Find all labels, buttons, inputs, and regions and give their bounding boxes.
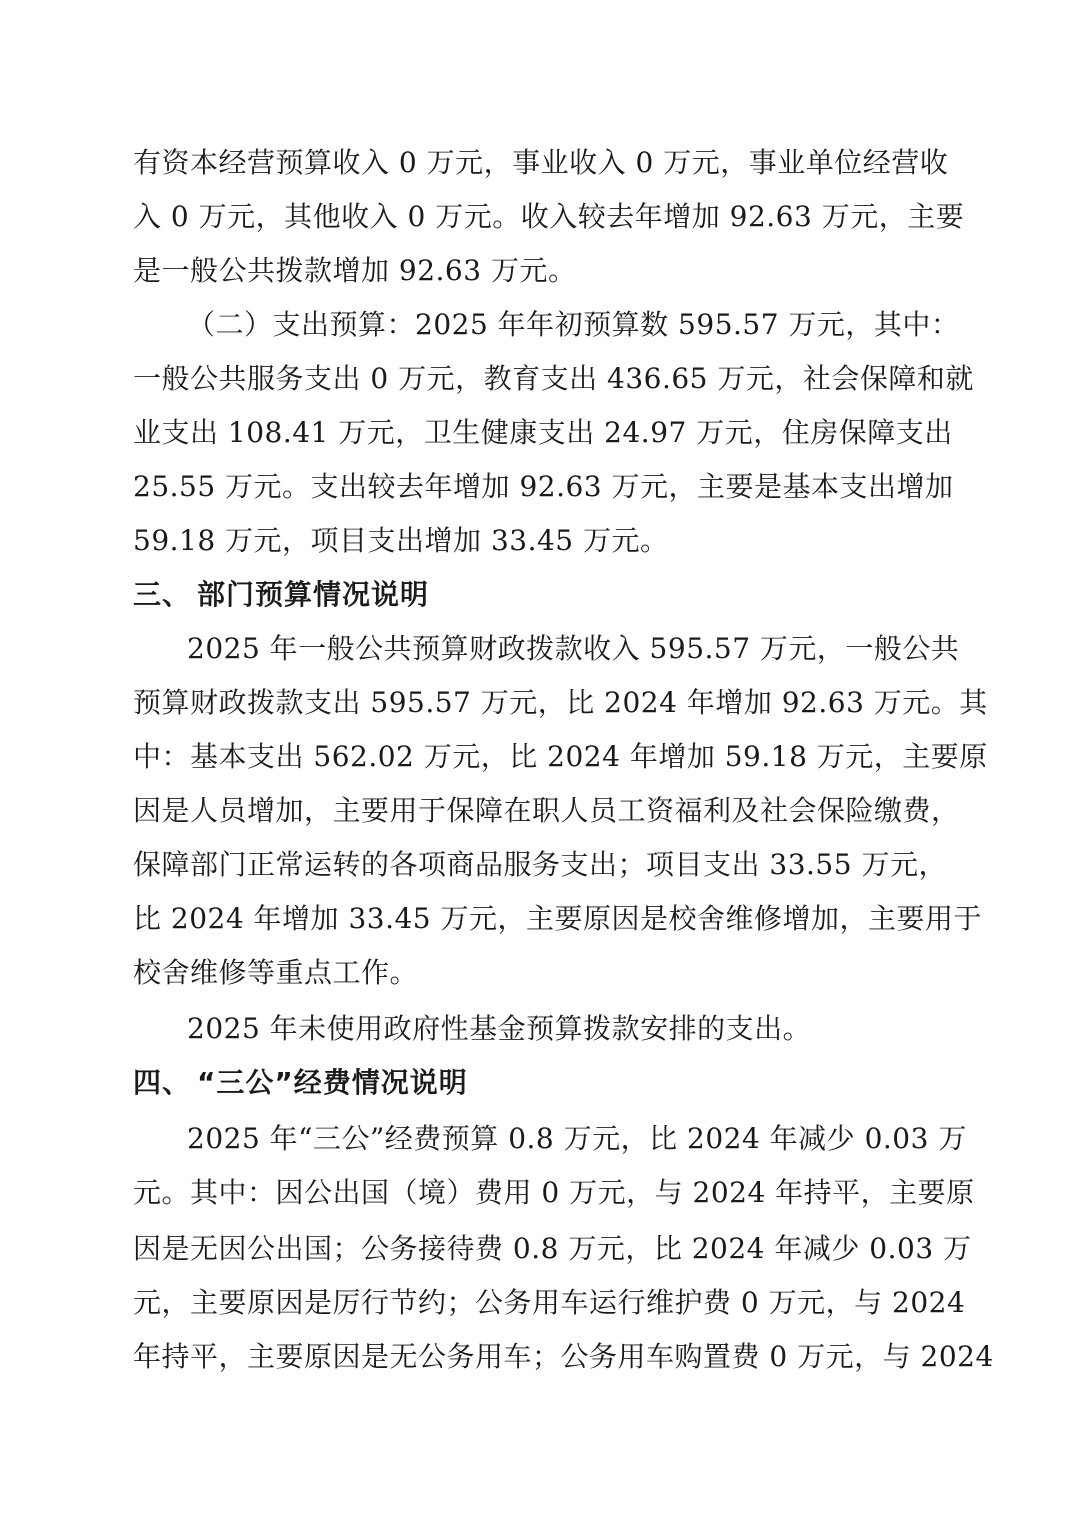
paragraph-line: 校舍维修等重点工作。 — [133, 956, 419, 989]
paragraph-line: 25.55 万元。支出较去年增加 92.63 万元，主要是基本支出增加 — [133, 470, 954, 503]
paragraph-line: 元。其中：因公出国（境）费用 0 万元，与 2024 年持平，主要原 — [133, 1176, 975, 1209]
paragraph-line: 元，主要原因是厉行节约；公务用车运行维护费 0 万元，与 2024 — [133, 1286, 966, 1319]
paragraph-line: 2025 年一般公共预算财政拨款收入 595.57 万元，一般公共 — [187, 632, 960, 665]
section-title: 部门预算情况说明 — [197, 578, 430, 611]
paragraph-line: 一般公共服务支出 0 万元，教育支出 436.65 万元，社会保障和就 — [133, 362, 974, 395]
paragraph-line: 2025 年未使用政府性基金预算拨款安排的支出。 — [187, 1012, 812, 1045]
section-heading — [133, 1056, 468, 1110]
paragraph-line: 预算财政拨款支出 595.57 万元，比 2024 年增加 92.63 万元。其 — [133, 686, 988, 719]
section-number: 四、 — [133, 1066, 192, 1099]
paragraph-line: 是一般公共拨款增加 92.63 万元。 — [133, 254, 577, 287]
paragraph-line: 因是人员增加，主要用于保障在职人员工资福利及社会保险缴费， — [133, 794, 960, 827]
paragraph-line: 保障部门正常运转的各项商品服务支出；项目支出 33.55 万元， — [133, 848, 947, 881]
paragraph-line: 有资本经营预算收入 0 万元，事业收入 0 万元，事业单位经营收 — [133, 146, 949, 179]
section-heading — [133, 568, 429, 622]
section-title: “三公”经费情况说明 — [197, 1066, 468, 1099]
paragraph-line: 59.18 万元，项目支出增加 33.45 万元。 — [133, 524, 669, 557]
section-number: 三、 — [133, 578, 192, 611]
paragraph-line: 业支出 108.41 万元，卫生健康支出 24.97 万元，住房保障支出 — [133, 416, 953, 449]
paragraph-line: 比 2024 年增加 33.45 万元，主要原因是校舍维修增加，主要用于 — [133, 902, 983, 935]
paragraph-line: 因是无因公出国；公务接待费 0.8 万元，比 2024 年减少 0.03 万 — [133, 1232, 972, 1265]
paragraph-line: 2025 年“三公”经费预算 0.8 万元，比 2024 年减少 0.03 万 — [187, 1122, 967, 1155]
paragraph-line: （二）支出预算：2025 年年初预算数 595.57 万元，其中： — [187, 308, 960, 341]
paragraph-line: 中：基本支出 562.02 万元，比 2024 年增加 59.18 万元，主要原 — [133, 740, 988, 773]
paragraph-line: 入 0 万元，其他收入 0 万元。收入较去年增加 92.63 万元，主要 — [133, 200, 965, 233]
paragraph-line: 年持平，主要原因是无公务用车；公务用车购置费 0 万元，与 2024 — [133, 1340, 994, 1373]
